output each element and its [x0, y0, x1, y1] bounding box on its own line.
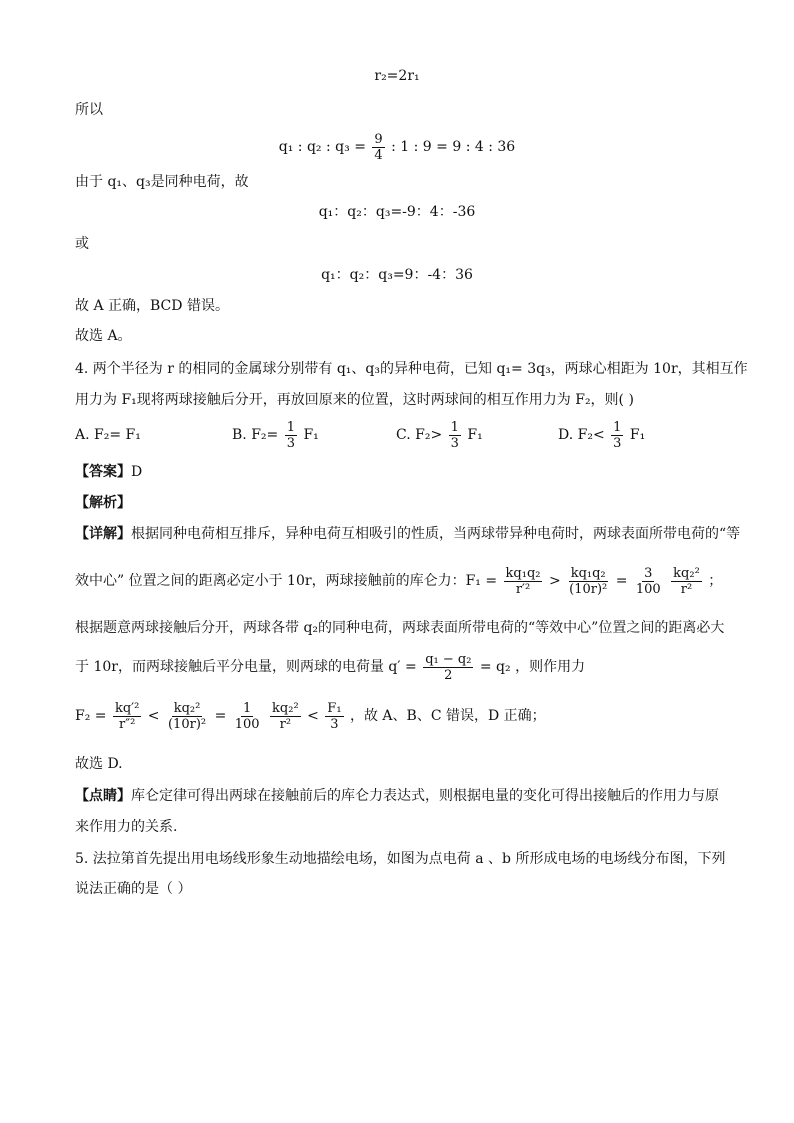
frac-den: 3: [286, 435, 295, 451]
frac-num: 1: [243, 700, 252, 716]
frac-den: 3: [450, 435, 459, 451]
frac-num: 3: [644, 565, 653, 581]
frac-den: 3: [330, 716, 339, 732]
q5-stem-line1: 5. 法拉第首先提出用电场线形象生动地描绘电场，如图为点电荷 a 、b 所形成电场的电场线分布图，下列: [75, 851, 726, 867]
frac-num: kq₁q₂: [505, 565, 541, 581]
q4-detail-line1: [75, 524, 740, 544]
answer-tag: 【答案】: [75, 464, 131, 480]
frac-den: r″²: [119, 716, 136, 732]
frac-den: r′²: [515, 581, 531, 597]
frac-num: kq′²: [114, 700, 140, 716]
frac-num: 9: [374, 131, 383, 147]
opt-b-pre: B. F₂=: [232, 427, 279, 443]
f2-frac-b: [166, 701, 208, 732]
frac-num: kq₂²: [173, 700, 201, 716]
semicolon: ；: [708, 573, 723, 589]
q4-stem-line1: 4. 两个半径为 r 的相同的金属球分别带有 q₁、q₃的异种电荷，已知 q₁= 3q₃，两球心相距为 10r，其相互作: [75, 361, 748, 377]
detail4-pre: 于 10r，而两球接触后平分电量，则两球的电荷量 q′ =: [75, 659, 417, 675]
q4-note-line2: 来作用力的关系.: [75, 819, 178, 835]
q4-detail-line3: 根据题意两球接触后分开，两球各带 q₂的同种电荷，两球表面所带电荷的“等效中心”位置之间的距离必大: [75, 620, 725, 636]
q4-option-c: [396, 418, 483, 452]
q4-stem-line2: 用力为 F₁现将两球接触后分开，再放回原来的位置，这时两球间的相互作用力为 F₂，则( ): [75, 392, 634, 408]
eq-sign: =: [615, 573, 628, 589]
opt-d-post: F₁: [629, 427, 646, 443]
frac-num: kq₁q₂: [570, 565, 606, 581]
text-or: 或: [75, 236, 89, 252]
equation-1: q₁：q₂：q₃=-9：4：-36: [318, 204, 476, 220]
q4-answer: [75, 462, 142, 482]
opt-c-frac: [449, 420, 461, 451]
detail5-pre: F₂ =: [75, 708, 107, 724]
lt-sign: <: [147, 708, 160, 724]
ratio-equation: [0, 130, 794, 164]
opt-d-frac: [611, 420, 623, 451]
frac-num: 1: [613, 419, 622, 435]
q4-analysis-tag: 【解析】: [75, 495, 131, 511]
ratio-suffix: : 1 : 9 = 9 : 4 : 36: [391, 139, 516, 155]
opt-b-post: F₁: [303, 427, 319, 443]
frac-den: 3: [613, 435, 622, 451]
frac-den: r²: [279, 716, 292, 732]
kq2-frac: [671, 566, 702, 597]
q4-detail-line4: [75, 648, 585, 686]
q4-detail-line2: [75, 562, 722, 600]
frac-num: kq₂²: [673, 565, 700, 581]
q4-option-a: A. F₂= F₁: [75, 427, 141, 443]
frac-den: 100: [234, 716, 260, 732]
frac-num: kq₂²: [272, 700, 299, 716]
gt-sign: >: [548, 573, 561, 589]
lt-sign: <: [307, 708, 319, 724]
frac-den: 4: [374, 147, 383, 163]
frac-num: 1: [450, 419, 459, 435]
opt-d-pre: D. F₂<: [558, 427, 605, 443]
detail-text: 根据同种电荷相互排斥，异种电荷互相吸引的性质，当两球带异种电荷时，两球表面所带电荷的“等: [131, 526, 741, 542]
relation-r2-r1: r₂=2r₁: [374, 68, 420, 84]
f2-frac-e: [325, 701, 343, 732]
opt-c-post: F₁: [467, 427, 483, 443]
ratio-prefix: q₁ : q₂ : q₃ =: [278, 139, 366, 155]
charge-split-frac: [423, 652, 473, 683]
eq-sign: =: [214, 708, 227, 724]
note-text: 库仑定律可得出两球在接触前后的库仑力表达式，则根据电量的变化可得出接触后的作用力与原: [131, 788, 719, 804]
frac-den: 100: [635, 581, 661, 597]
detail4-post: = q₂ ，则作用力: [479, 659, 586, 675]
frac-den: (10r)²: [569, 581, 608, 597]
f2-frac-d: [270, 701, 301, 732]
choose-a: 故选 A。: [75, 328, 132, 344]
frac-num: F₁: [327, 700, 342, 716]
text-same-charge: 由于 q₁、q₃是同种电荷，故: [75, 174, 249, 190]
three-hundredth-frac: [634, 566, 663, 597]
q4-choose-d: 故选 D.: [75, 756, 123, 772]
opt-c-pre: C. F₂>: [396, 427, 443, 443]
detail5-post: ，故 A、B、C 错误，D 正确；: [349, 708, 546, 724]
frac-num: q₁ − q₂: [425, 651, 472, 667]
q4-detail-line5: [75, 696, 546, 736]
q4-option-b: [232, 418, 319, 452]
q5-stem-line2: 说法正确的是（ ）: [75, 881, 192, 897]
detail-tag: 【详解】: [75, 526, 131, 542]
f2-frac-a: [113, 701, 141, 732]
coulomb-before-frac: [504, 566, 543, 597]
ratio-fraction: [372, 132, 384, 163]
q4-option-d: [558, 418, 645, 452]
equation-2: q₁：q₂：q₃=9：-4：36: [321, 267, 473, 283]
answer-value: D: [131, 464, 143, 480]
frac-den: r²: [680, 581, 693, 597]
f2-frac-c: [233, 701, 262, 732]
coulomb-10r-frac: [567, 566, 609, 597]
q4-note-line1: [75, 786, 719, 806]
frac-num: 1: [286, 419, 295, 435]
text-so: 所以: [75, 102, 103, 118]
conclusion: 故 A 正确，BCD 错误。: [75, 298, 229, 314]
detail2-pre: 效中心” 位置之间的距离必定小于 10r，两球接触前的库仑力：F₁ =: [75, 573, 498, 589]
frac-den: 2: [444, 667, 453, 683]
frac-den: (10r)²: [167, 716, 207, 732]
opt-b-frac: [285, 420, 297, 451]
note-tag: 【点睛】: [75, 788, 131, 804]
